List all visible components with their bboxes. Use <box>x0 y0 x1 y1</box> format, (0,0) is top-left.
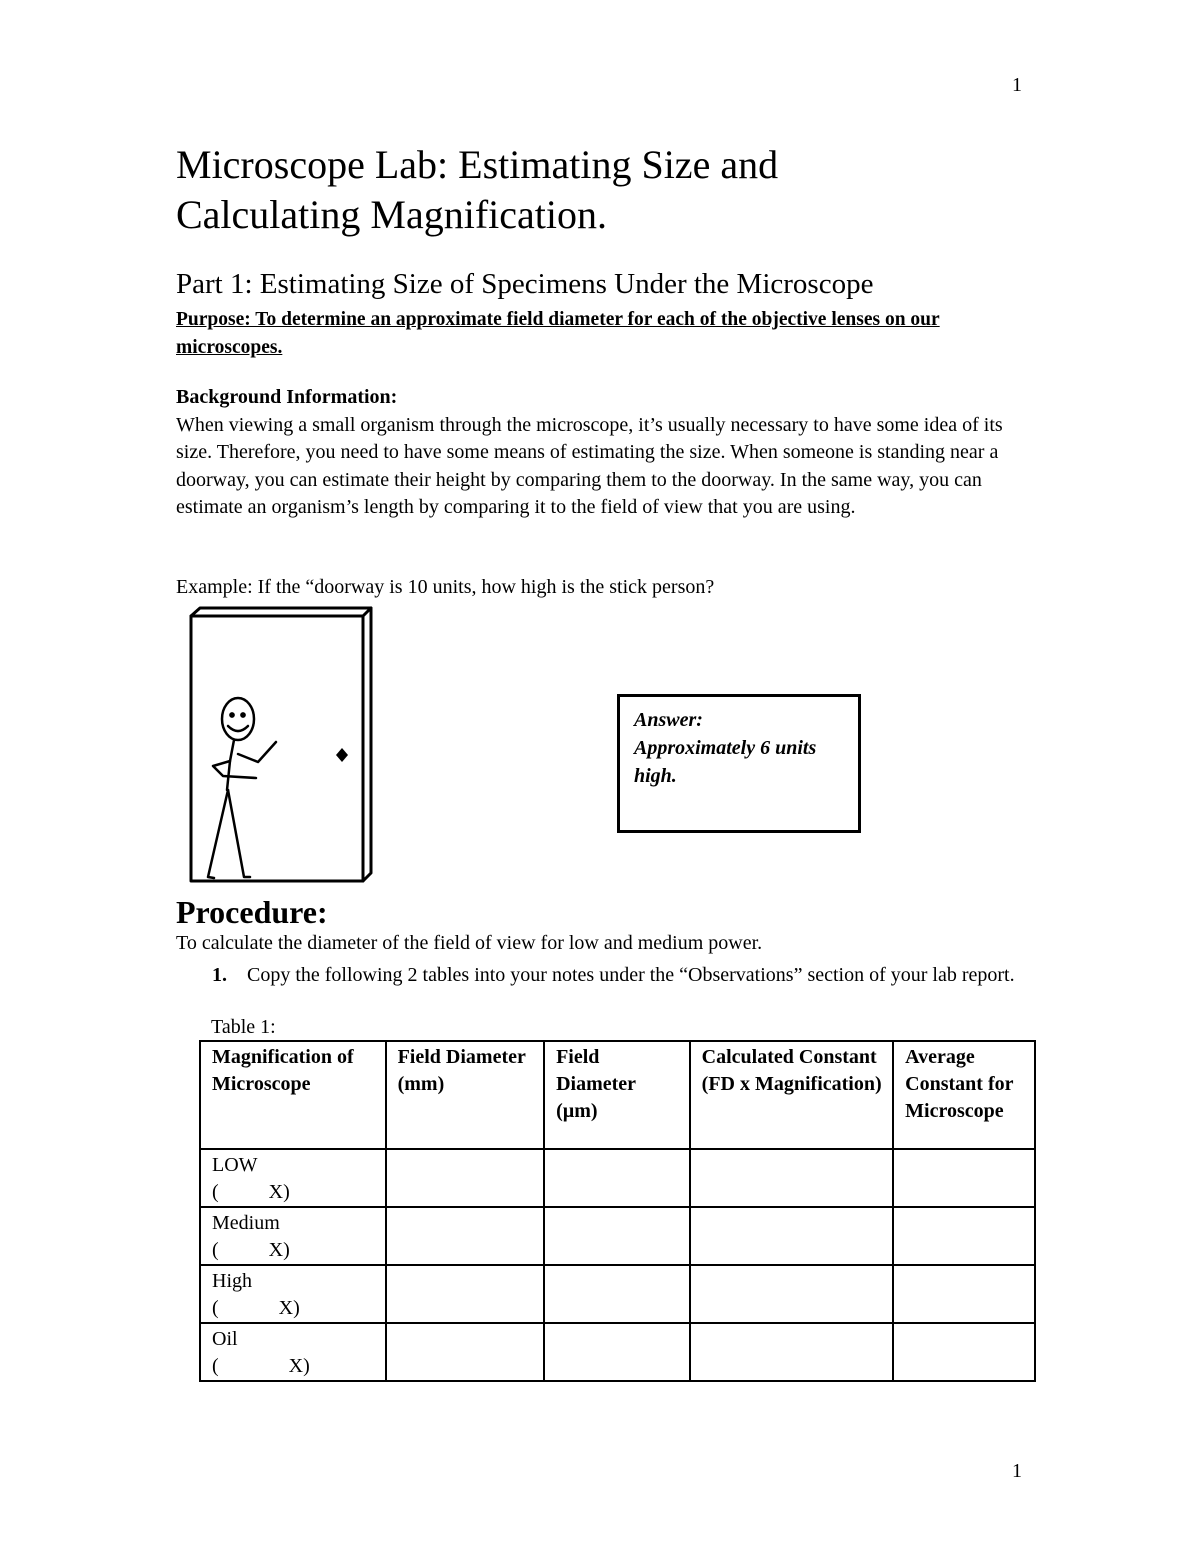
row-name: Oil <box>212 1328 238 1350</box>
doorknob-icon <box>336 748 348 762</box>
example-question: Example: If the “doorway is 10 units, how high is the stick person? <box>176 576 715 598</box>
door-edge <box>191 608 371 881</box>
title-line-1: Microscope Lab: Estimating Size and <box>176 142 779 187</box>
table-cell[interactable] <box>544 1323 690 1381</box>
header-calculated-constant: Calculated Constant (FD x Magnification) <box>690 1041 894 1149</box>
table-cell[interactable] <box>544 1149 690 1207</box>
table-cell[interactable] <box>690 1207 894 1265</box>
stick-person <box>208 698 276 878</box>
purpose-statement: Purpose: To determine an approximate field diameter for each of the objective lenses on our microscopes. <box>176 309 940 358</box>
table-cell[interactable] <box>544 1207 690 1265</box>
header-field-diameter-mm: Field Diameter (mm) <box>386 1041 544 1149</box>
table-cell[interactable] <box>893 1149 1035 1207</box>
procedure-heading: Procedure: <box>176 894 328 930</box>
door-stick-figure-drawing <box>188 606 378 890</box>
table-cell[interactable] <box>893 1207 1035 1265</box>
step-number: 1. <box>212 964 227 986</box>
answer-text: Approximately 6 units high. <box>634 737 817 787</box>
row-label-cell <box>200 1323 386 1381</box>
row-label-cell <box>200 1149 386 1207</box>
title-line-2: Calculating Magnification. <box>176 192 607 237</box>
table-cell[interactable] <box>386 1265 544 1323</box>
row-magnification-blank: ( X) <box>212 1181 290 1203</box>
table-header-row <box>200 1041 1035 1149</box>
page-number-top: 1 <box>1012 74 1022 96</box>
table-row <box>200 1323 1035 1381</box>
header-field-diameter-um: Field Diameter (µm) <box>544 1041 690 1149</box>
table-caption: Table 1: <box>211 1016 276 1038</box>
page-number-bottom: 1 <box>1012 1460 1022 1482</box>
header-magnification: Magnification of Microscope <box>200 1041 386 1149</box>
row-label-cell <box>200 1207 386 1265</box>
table-cell[interactable] <box>690 1149 894 1207</box>
table-row <box>200 1207 1035 1265</box>
row-name: Medium <box>212 1212 280 1234</box>
row-label-cell <box>200 1265 386 1323</box>
background-text: When viewing a small organism through the microscope, it’s usually necessary to have some idea of its size. Therefore, you need to have some means of estimating the size. When someone is standing near a doorway, you can estimate their height by comparing them to the doorway. In the same way, you can estimate an organism’s length by comparing it to the field of view that you are using. <box>176 414 1003 518</box>
table-cell[interactable] <box>386 1207 544 1265</box>
row-magnification-blank: ( X) <box>212 1239 290 1261</box>
table-cell[interactable] <box>690 1265 894 1323</box>
row-name: High <box>212 1270 252 1292</box>
table-cell[interactable] <box>544 1265 690 1323</box>
answer-label: Answer: <box>634 709 703 731</box>
table-cell[interactable] <box>386 1149 544 1207</box>
procedure-step-1 <box>176 962 1016 989</box>
table-cell[interactable] <box>690 1323 894 1381</box>
table-cell[interactable] <box>386 1323 544 1381</box>
step-text: Copy the following 2 tables into your notes under the “Observations” section of your lab report. <box>247 964 1015 986</box>
table-cell[interactable] <box>893 1323 1035 1381</box>
table-cell[interactable] <box>893 1265 1035 1323</box>
procedure-intro: To calculate the diameter of the field of view for low and medium power. <box>176 932 763 954</box>
background-heading: Background Information: <box>176 386 398 408</box>
row-magnification-blank: ( X) <box>212 1297 300 1319</box>
row-name: LOW <box>212 1154 258 1176</box>
answer-box <box>617 694 861 833</box>
table-row <box>200 1149 1035 1207</box>
row-magnification-blank: ( X) <box>212 1355 310 1377</box>
header-average-constant: Average Constant for Microscope <box>893 1041 1035 1149</box>
part1-heading: Part 1: Estimating Size of Specimens Under the Microscope <box>176 268 874 300</box>
document-title <box>176 140 1076 240</box>
observations-table <box>199 1040 1036 1382</box>
table-row <box>200 1265 1035 1323</box>
